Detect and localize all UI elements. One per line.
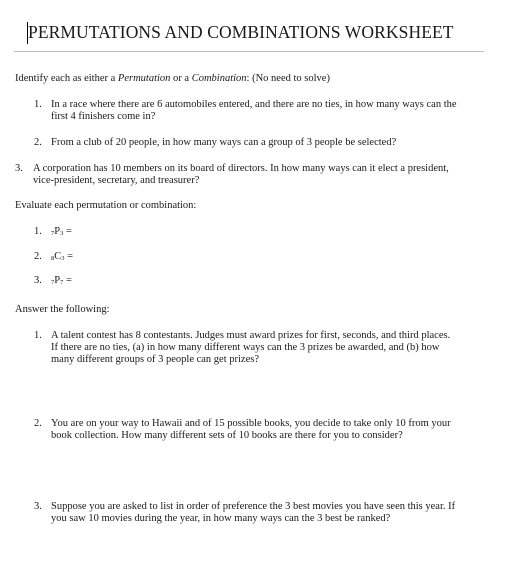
question-text: A talent contest has 8 contestants. Judges must award prizes for first, seconds, and third places. [51,330,451,341]
equals-sign: = [63,275,72,286]
question-text: You are on your way to Hawaii and of 15 possible books, you decide to take only 10 from your [51,418,451,429]
expression-r: 7 [60,279,64,286]
expression-operator: P [54,275,61,286]
question-number: 2. [34,251,42,262]
question-text: book collection. How many different sets of 10 books are there for you to consider? [51,430,403,441]
question-text: many different groups of 3 people can get prizes? [51,354,259,365]
title-divider [14,51,484,52]
expression-n: 7 [51,230,55,237]
expression-operator: P [54,226,61,237]
question-number: 2. [34,418,42,429]
equals-sign: = [64,251,74,262]
combination-term: Combination [191,73,247,84]
question-text: If there are no ties, (a) in how many different ways can the 3 prizes be awarded, and (b) how [51,342,440,353]
expression-operator: C [54,251,62,262]
question-number: 1. [34,99,42,110]
question-text: From a club of 20 people, in how many ways can a group of 3 people be selected? [51,137,397,148]
permutation-expression [51,274,72,289]
equals-sign: = [63,226,72,237]
permutation-expression [51,225,72,240]
section3-instructions: Answer the following: [15,304,110,315]
expression-r: 3 [60,230,64,237]
question-text: In a race where there are 6 automobiles entered, and there are no ties, in how many ways can the [51,99,457,110]
question-number: 3. [15,163,23,174]
expression-n: 8 [51,255,55,262]
section2-instructions: Evaluate each permutation or combination: [15,200,197,211]
question-number: 3. [34,275,42,286]
section1-intro-or: or a [170,73,192,84]
section1-intro-prefix: Identify each as either a [15,73,118,84]
question-number: 1. [34,226,42,237]
expression-r: 3 [61,255,65,262]
question-text: A corporation has 10 members on its board of directors. In how many ways can it elect a president, [33,163,449,174]
permutation-term: Permutation [117,73,171,84]
combination-expression [51,250,73,265]
question-text: first 4 finishers come in? [51,111,156,122]
section1-instructions [15,72,330,85]
question-text: vice-president, secretary, and treasurer? [33,175,200,186]
page-title: PERMUTATIONS AND COMBINATIONS WORKSHEET [28,22,454,42]
question-number: 1. [34,330,42,341]
question-text: Suppose you are asked to list in order of preference the 3 best movies you have seen this year. If [51,501,456,512]
question-number: 3. [34,501,42,512]
expression-n: 7 [51,279,55,286]
question-number: 2. [34,137,42,148]
question-text: you saw 10 movies during the year, in how many ways can the 3 best be ranked? [51,513,391,524]
section1-intro-suffix: : (No need to solve) [246,73,330,84]
